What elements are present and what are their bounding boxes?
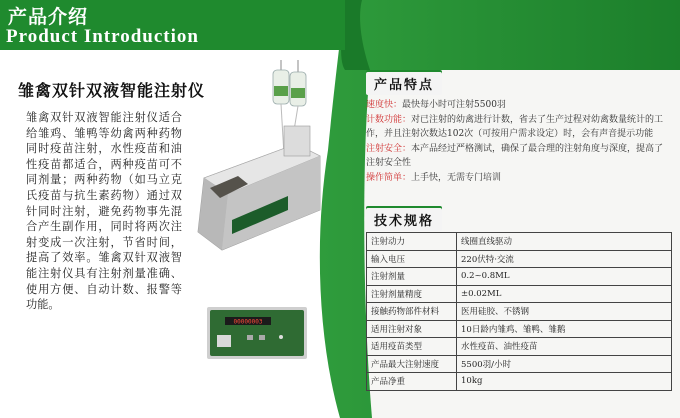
table-row: 产品净重 10kg (367, 373, 672, 391)
table-row: 适用疫苗类型 水性疫苗、油性疫苗 (367, 338, 672, 356)
injector-machine-image (186, 60, 336, 260)
spec-table (366, 232, 672, 391)
feature-item: 操作简单：上手快，无需专门培训 (366, 172, 502, 183)
spec-label: 技术规格 (366, 206, 442, 228)
header-title-en: Product Introduction (6, 26, 199, 47)
table-row: 适用注射对象 10日龄内雏鸡、雏鸭、雏鹅 (367, 320, 672, 338)
table-row: 接触药物部件材料 医用硅胶、不锈钢 (367, 303, 672, 321)
control-panel-image (207, 307, 307, 359)
feature-item: 速度快：最快每小时可注射5500羽 (366, 100, 506, 110)
header-title-cn: 产品介绍 (8, 6, 89, 28)
header-band (0, 0, 345, 50)
features-label: 产品特点 (366, 70, 442, 92)
table-row: 注射剂量 0.2~0.8ML (367, 268, 672, 286)
table-row: 产品最大注射速度 5500羽/小时 (367, 355, 672, 373)
panel-counter-display: 00000003 (233, 318, 263, 326)
table-row: 注射剂量精度 ±0.02ML (367, 285, 672, 303)
table-row: 注射动力 线圈直线驱动 (367, 233, 672, 251)
product-title: 雏禽双针双液智能注射仪 (18, 81, 206, 100)
table-row: 输入电压 220伏特·交流 (367, 250, 672, 268)
product-description: 雏禽双针双液智能注射仪适合给雏鸡、雏鸭等幼禽两种药物同时疫苗注射，水性疫苗和油性疫苗都适合，两种疫苗可不同剂量；两种药物（如马立克氏疫苗与抗生素药物）通过双针同时注射，避免药物事先混合产生副作用，同时将两次注射变成一次注射，节省时间，提高了效率。雏禽双针双液智能注射仪具有注射剂量准确、使用方便、自动计数、报警等功能。 (26, 111, 182, 312)
feature-item: 注射安全：本产品经过严格测试，确保了最合理的注射角度与深度，提高了注射安全性 (366, 143, 664, 169)
feature-item: 计数功能：对已注射的幼禽进行计数，省去了生产过程对幼禽数量统计的工作，并且注射次数达102次（可按用户需求设定）时，会有声音提示功能 (366, 114, 664, 140)
features-list (366, 98, 672, 186)
